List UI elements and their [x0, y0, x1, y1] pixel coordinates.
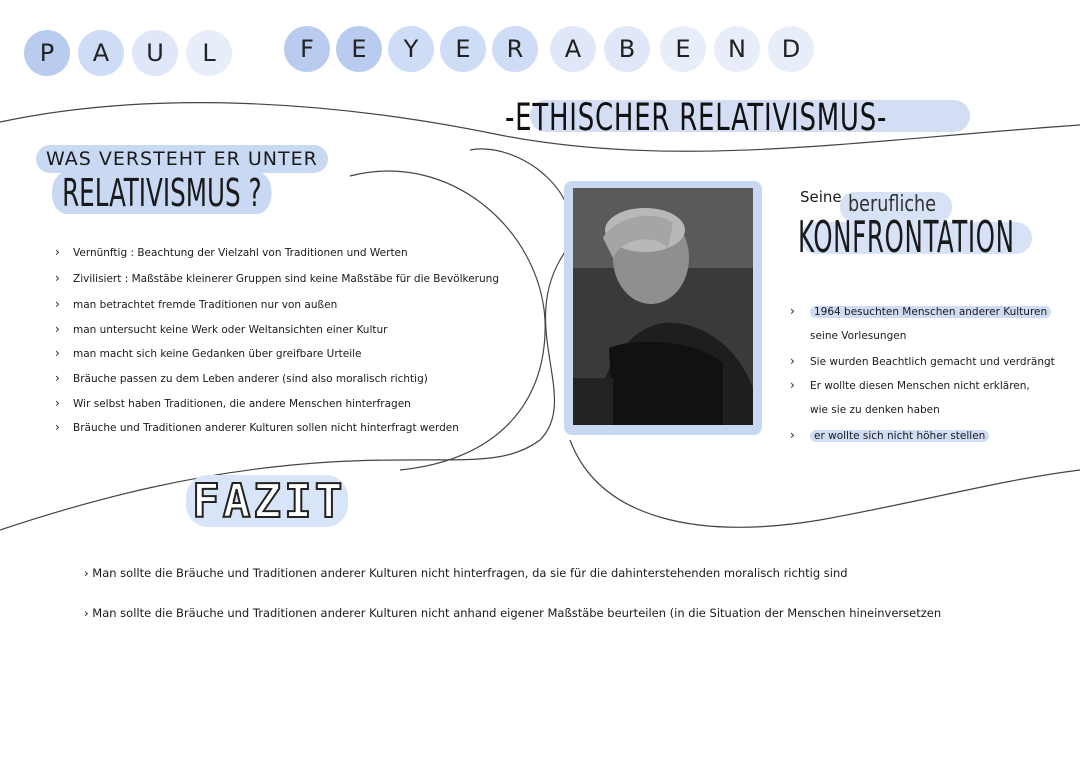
- chevron-right-icon: ›: [55, 271, 60, 285]
- list-item-text: Vernünftig : Beachtung der Vielzahl von Traditionen und Werten: [73, 247, 408, 259]
- title-letter: L: [186, 30, 232, 76]
- list-item-text: 1964 besuchten Menschen anderer Kulturen: [810, 306, 1051, 318]
- chevron-right-icon: ›: [55, 371, 60, 385]
- list-item-text: Man sollte die Bräuche und Traditionen anderer Kulturen nicht anhand eigener Maßstäbe beurteilen (in die Situation der Menschen hineinversetzen: [92, 606, 942, 620]
- list-item: [790, 354, 1055, 368]
- list-item: [810, 404, 940, 416]
- list-item: [84, 606, 941, 620]
- confrontation-heading-seine: Seine: [800, 188, 842, 206]
- title-letter: D: [768, 26, 814, 72]
- title-letter: N: [714, 26, 760, 72]
- chevron-right-icon: ›: [84, 566, 93, 580]
- chevron-right-icon: ›: [55, 420, 60, 434]
- chevron-right-icon: ›: [55, 396, 60, 410]
- list-item-text: er wollte sich nicht höher stellen: [810, 430, 989, 442]
- list-item-text: Bräuche passen zu dem Leben anderer (sind also moralisch richtig): [73, 373, 428, 385]
- list-item-text: man macht sich keine Gedanken über greifbare Urteile: [73, 348, 362, 360]
- list-item: [55, 420, 459, 434]
- list-item-text: man untersucht keine Werk oder Weltansichten einer Kultur: [73, 324, 388, 336]
- title-letter: U: [132, 30, 178, 76]
- chevron-right-icon: ›: [84, 606, 93, 620]
- list-item-text: wie sie zu denken haben: [810, 404, 940, 416]
- list-item: [55, 396, 411, 410]
- chevron-right-icon: ›: [790, 378, 795, 392]
- list-item-text: Er wollte diesen Menschen nicht erklären,: [810, 380, 1030, 392]
- list-item: [84, 566, 848, 580]
- chevron-right-icon: ›: [790, 304, 795, 318]
- title-letter: E: [440, 26, 486, 72]
- subtitle: -ETHISCHER RELATIVISMUS-: [505, 96, 888, 139]
- question-heading-line1: WAS VERSTEHT ER UNTER: [36, 145, 328, 173]
- title-letter: B: [604, 26, 650, 72]
- title-letter: E: [660, 26, 706, 72]
- list-item: [55, 297, 337, 311]
- list-item: [790, 428, 989, 442]
- chevron-right-icon: ›: [790, 428, 795, 442]
- title-letter: E: [336, 26, 382, 72]
- list-item: [55, 346, 362, 360]
- confrontation-heading-berufliche: berufliche: [848, 192, 937, 217]
- list-item: [55, 322, 387, 336]
- list-item: [55, 271, 499, 285]
- list-item-text: Man sollte die Bräuche und Traditionen anderer Kulturen nicht hinterfragen, da sie für die dahinterstehenden moralisch richtig sind: [92, 566, 848, 580]
- list-item: [790, 304, 1051, 318]
- chevron-right-icon: ›: [55, 322, 60, 336]
- confrontation-heading: KONFRONTATION: [798, 212, 1015, 263]
- fazit-heading: FAZIT: [192, 474, 346, 528]
- list-item: [55, 245, 408, 259]
- chevron-right-icon: ›: [55, 297, 60, 311]
- title-letter: P: [24, 30, 70, 76]
- list-item-text: Wir selbst haben Traditionen, die andere Menschen hinterfragen: [73, 398, 411, 410]
- list-item-text: Zivilisiert : Maßstäbe kleinerer Gruppen sind keine Maßstäbe für die Bevölkerung: [73, 273, 499, 285]
- portrait-photo: [573, 188, 753, 425]
- chevron-right-icon: ›: [790, 354, 795, 368]
- list-item-text: man betrachtet fremde Traditionen nur von außen: [73, 299, 338, 311]
- list-item: [810, 330, 906, 342]
- title-letter: R: [492, 26, 538, 72]
- list-item: [55, 371, 428, 385]
- question-heading-line2: RELATIVISMUS ?: [52, 172, 272, 214]
- title-letter: Y: [388, 26, 434, 72]
- chevron-right-icon: ›: [55, 245, 60, 259]
- list-item: [790, 378, 1030, 392]
- list-item-text: seine Vorlesungen: [810, 330, 907, 342]
- list-item-text: Bräuche und Traditionen anderer Kulturen sollen nicht hinterfragt werden: [73, 422, 459, 434]
- title-letter: A: [550, 26, 596, 72]
- list-item-text: Sie wurden Beachtlich gemacht und verdrängt: [810, 356, 1055, 368]
- title-letter: F: [284, 26, 330, 72]
- title-letter: A: [78, 30, 124, 76]
- chevron-right-icon: ›: [55, 346, 60, 360]
